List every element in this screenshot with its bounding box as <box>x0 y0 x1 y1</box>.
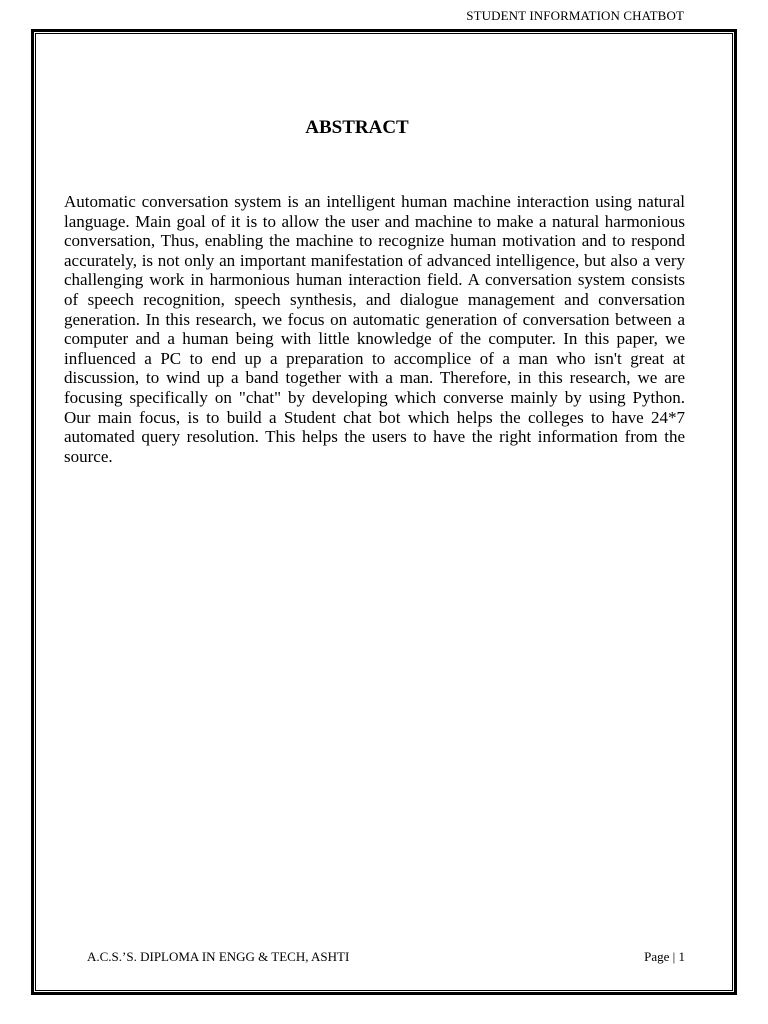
footer-page-number: Page | 1 <box>644 949 685 964</box>
running-header: STUDENT INFORMATION CHATBOT <box>466 8 684 23</box>
abstract-title: ABSTRACT <box>305 117 409 138</box>
page-border-inner <box>35 33 733 991</box>
abstract-body: Automatic conversation system is an intelligent human machine interaction using natural language. Main goal of it is to allow the user and machine to make a natural harmonious conversation, Thus, enabling the machine to recognize human motivation and to respond accurately, is not only an important manifestation of advanced intelligence, but also a very challenging work in harmonious human interaction field. A conversation system consists of speech recognition, speech synthesis, and dialogue management and conversation generation. In this research, we focus on automatic generation of conversation between a computer and a human being with little knowledge of the computer. In this paper, we influenced a PC to end up a preparation to accomplice of a man who isn't great at discussion, to wind up a band together with a man. Therefore, in this research, we are focusing specifically on "chat" by developing which converse mainly by using Python. Our main focus, is to build a Student chat bot which helps the colleges to have 24*7 automated query resolution. This helps the users to have the right information from the source. <box>64 192 685 466</box>
footer-institution: A.C.S.’S. DIPLOMA IN ENGG & TECH, ASHTI <box>87 949 350 964</box>
